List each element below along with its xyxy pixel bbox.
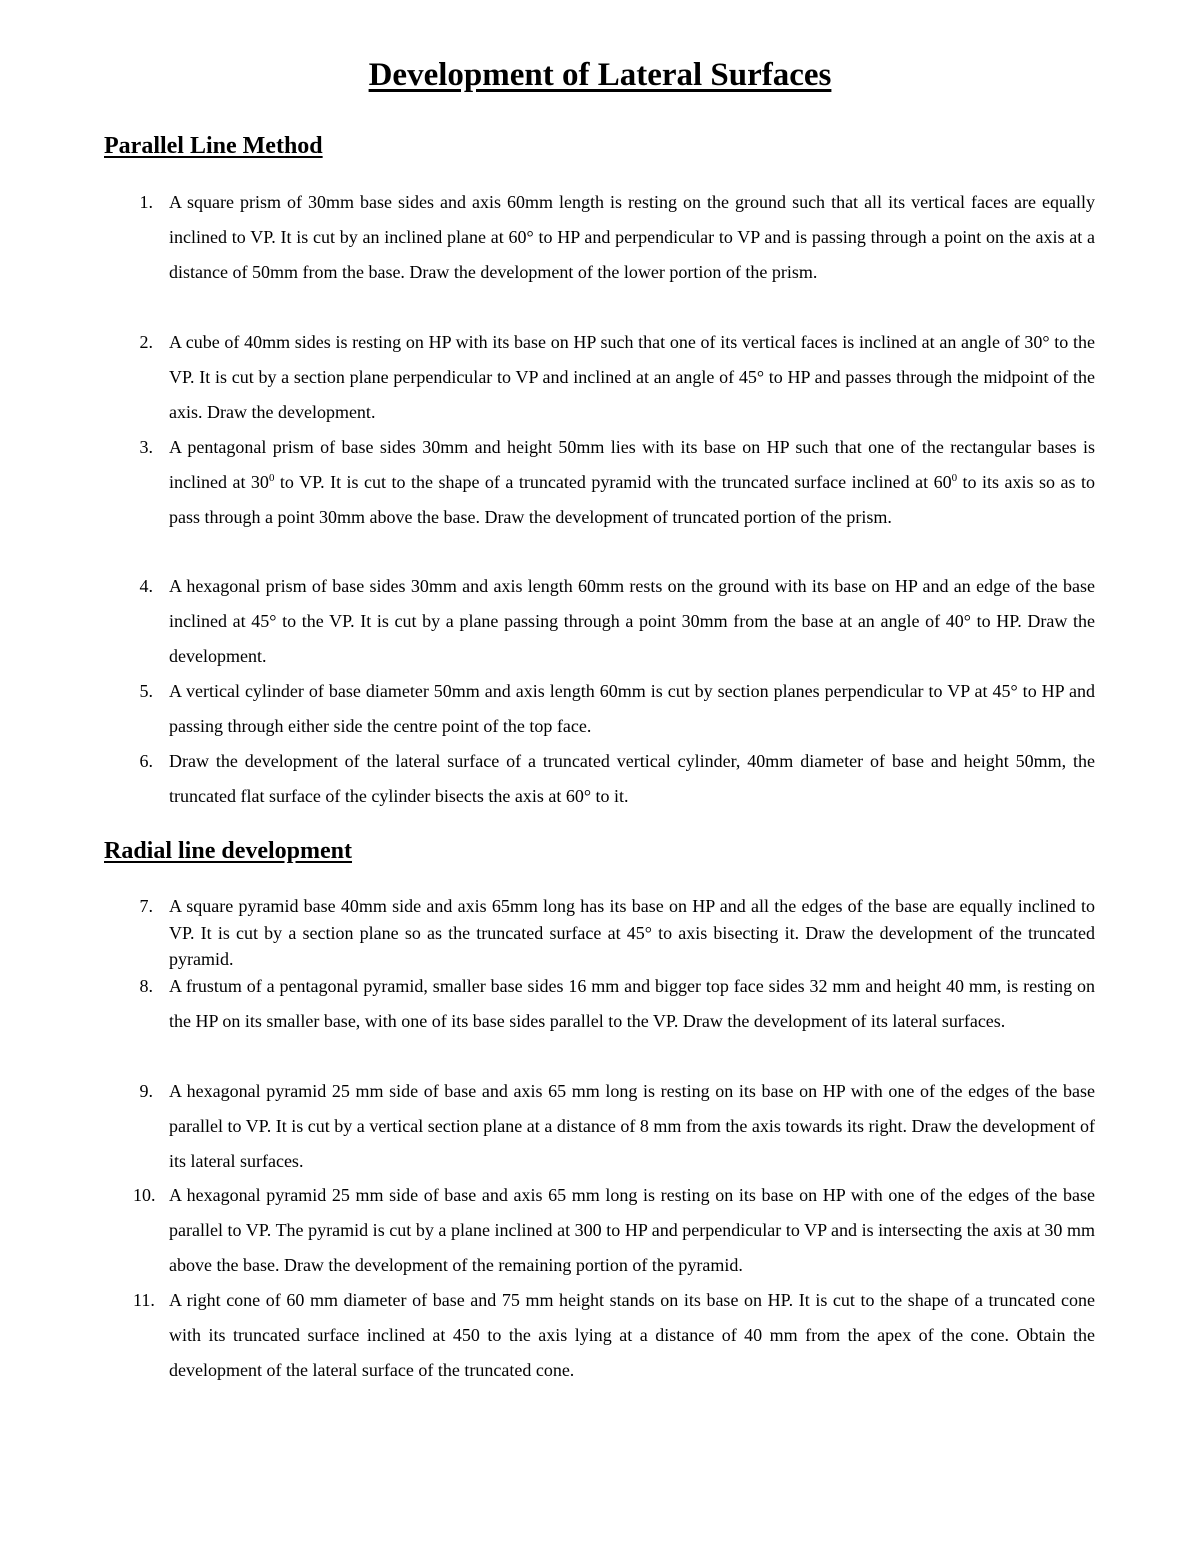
list-item-number: 9. <box>139 1081 153 1101</box>
list-item-number: 4. <box>139 576 153 596</box>
list-item <box>133 1178 1095 1283</box>
list-item-number: 10. <box>133 1185 156 1205</box>
list-item-number: 8. <box>139 976 153 996</box>
list-item-text: A square prism of 30mm base sides and axis 60mm length is resting on the ground such that all its vertical faces are equally inclined to VP. It is cut by an inclined plane at 60° to HP and perpendicular to VP and is passing through a point on the axis at a distance of 50mm from the base. Draw the development of the lower portion of the prism. <box>169 192 1095 282</box>
list-item <box>133 893 1095 973</box>
list-item-number: 11. <box>133 1290 155 1310</box>
list-item <box>133 569 1095 674</box>
list-item-text: A pentagonal prism of base sides 30mm and height 50mm lies with its base on HP such that one of the rectangular bases is inclined at $30^0$ to VP. It is cut to the shape of a truncated pyramid with the truncated surface inclined at $60^0$ to its axis so as to pass through a point 30mm above the base. Draw the development of truncated portion of the prism. <box>169 437 1095 527</box>
list-item <box>133 1283 1095 1388</box>
list-item-text: A hexagonal pyramid 25 mm side of base and axis 65 mm long is resting on its base on HP with one of the edges of the base parallel to VP. The pyramid is cut by a plane inclined at 300 to HP and perpendicular to VP and is intersecting the axis at 30 mm above the base. Draw the development of the remaining portion of the pyramid. <box>169 1185 1095 1275</box>
list-item-text: Draw the development of the lateral surface of a truncated vertical cylinder, 40mm diameter of base and height 50mm, the truncated flat surface of the cylinder bisects the axis at 60° to it. <box>169 751 1095 806</box>
list-item-text: A cube of 40mm sides is resting on HP with its base on HP such that one of its vertical faces is inclined at an angle of 30° to the VP. It is cut by a section plane perpendicular to VP and inclined at an angle of 45° to HP and passes through the midpoint of the axis. Draw the development. <box>169 332 1095 422</box>
list-item-text: A right cone of 60 mm diameter of base and 75 mm height stands on its base on HP. It is cut to the shape of a truncated cone with its truncated surface inclined at 450 to the axis lying at a distance of 40 mm from the apex of the cone. Obtain the development of the lateral surface of the truncated cone. <box>169 1290 1095 1380</box>
list-item-number: 5. <box>139 681 153 701</box>
list-item <box>133 325 1095 430</box>
document-title: Development of Lateral Surfaces <box>368 57 832 93</box>
list-item-number: 2. <box>139 332 153 352</box>
list-item-number: 3. <box>139 437 153 457</box>
list-item-text: A square pyramid base 40mm side and axis 65mm long has its base on HP and all the edges of the base are equally inclined to VP. It is cut by a section plane so as the truncated surface at 45° to axis bisecting it. Draw the development of the truncated pyramid. <box>169 896 1095 969</box>
list-item-number: 1. <box>139 192 153 212</box>
list-item-number: 6. <box>139 751 153 771</box>
list-item <box>133 1074 1095 1179</box>
list-item-text: A frustum of a pentagonal pyramid, smaller base sides 16 mm and bigger top face sides 32 mm and height 40 mm, is resting on the HP on its smaller base, with one of its base sides parallel to the VP. Draw the development of its lateral surfaces. <box>169 976 1095 1031</box>
section-heading-radial-line: Radial line development <box>104 838 353 864</box>
list-item <box>133 674 1095 744</box>
list-item <box>133 744 1095 814</box>
section-heading-parallel-line: Parallel Line Method <box>104 133 323 159</box>
list-item <box>133 185 1095 290</box>
list-item <box>133 969 1095 1039</box>
list-item-number: 7. <box>139 896 153 916</box>
list-item <box>133 430 1095 535</box>
list-item-text: A vertical cylinder of base diameter 50mm and axis length 60mm is cut by section planes perpendicular to VP at 45° to HP and passing through either side the centre point of the top face. <box>169 681 1095 736</box>
list-item-text: A hexagonal pyramid 25 mm side of base and axis 65 mm long is resting on its base on HP with one of the edges of the base parallel to VP. It is cut by a vertical section plane at a distance of 8 mm from the axis towards its right. Draw the development of its lateral surfaces. <box>169 1081 1095 1171</box>
list-item-text: A hexagonal prism of base sides 30mm and axis length 60mm rests on the ground with its base on HP and an edge of the base inclined at 45° to the VP. It is cut by a plane passing through a point 30mm from the base at an angle of 40° to HP. Draw the development. <box>169 576 1095 666</box>
